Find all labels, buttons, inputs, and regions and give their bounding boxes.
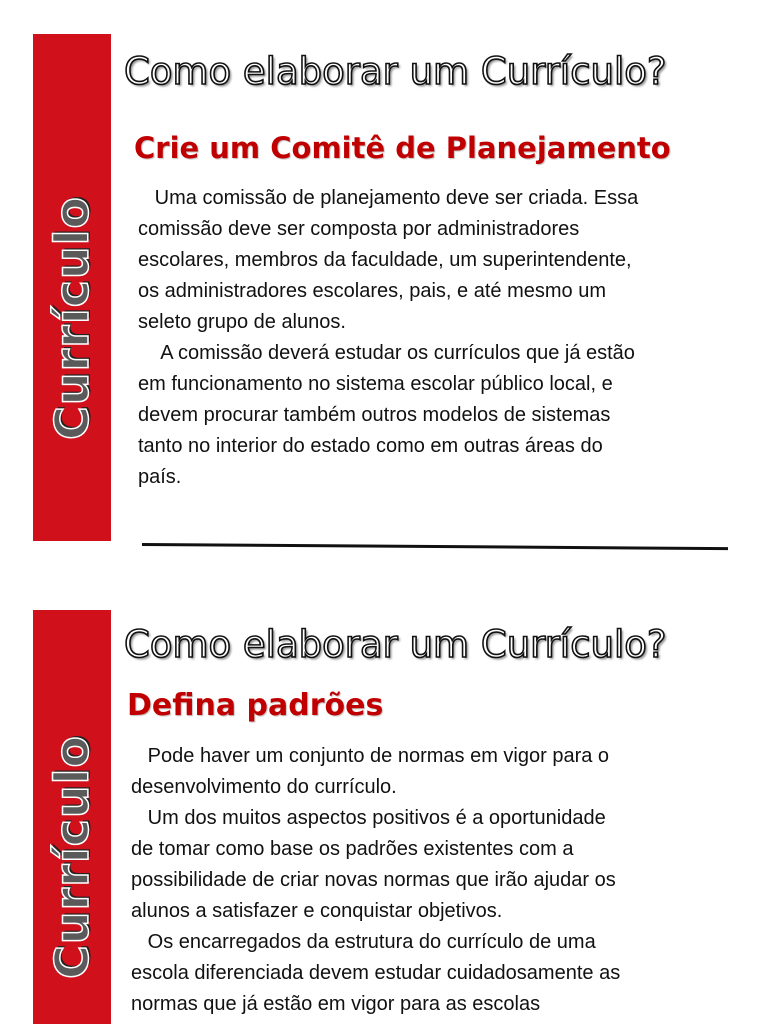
body-paragraph: Uma comissão de planejamento deve ser criada. Essa comissão deve ser composta por administradores escolares, membros da faculdade, um superintendente, os administradores escolares, pais, e até mesmo um seleto grupo de alunos. A comissão deverá estudar os currículos que já estão em funcionamento no sistema escolar público local, e devem procurar também outros modelos de sistemas tanto no interior do estado como em outras áreas do país. — [138, 187, 639, 488]
section-heading: Crie um Comitê de Planejamento — [134, 131, 671, 165]
sidebar-vertical-label: Currículo — [45, 734, 99, 980]
sidebar-banner — [33, 34, 111, 541]
body-paragraph: Pode haver um conjunto de normas em vigor para o desenvolvimento do currículo. Um dos muitos aspectos positivos é a oportunidade de tomar como base os padrões existentes com a possibilidade de criar novas normas que irão ajudar os alunos a satisfazer e conquistar objetivos. Os encarregados da estrutura do currículo de uma escola diferenciada devem estudar cuidadosamente as normas que já estão em vigor para as escolas — [131, 745, 621, 1015]
section-heading: Defina padrões — [127, 688, 384, 723]
sidebar-banner — [33, 610, 111, 1024]
sidebar-vertical-label: Currículo — [45, 195, 99, 441]
slide-title: Como elaborar um Currículo? — [124, 50, 667, 93]
divider-line — [142, 543, 728, 550]
slide-title: Como elaborar um Currículo? — [124, 623, 667, 666]
